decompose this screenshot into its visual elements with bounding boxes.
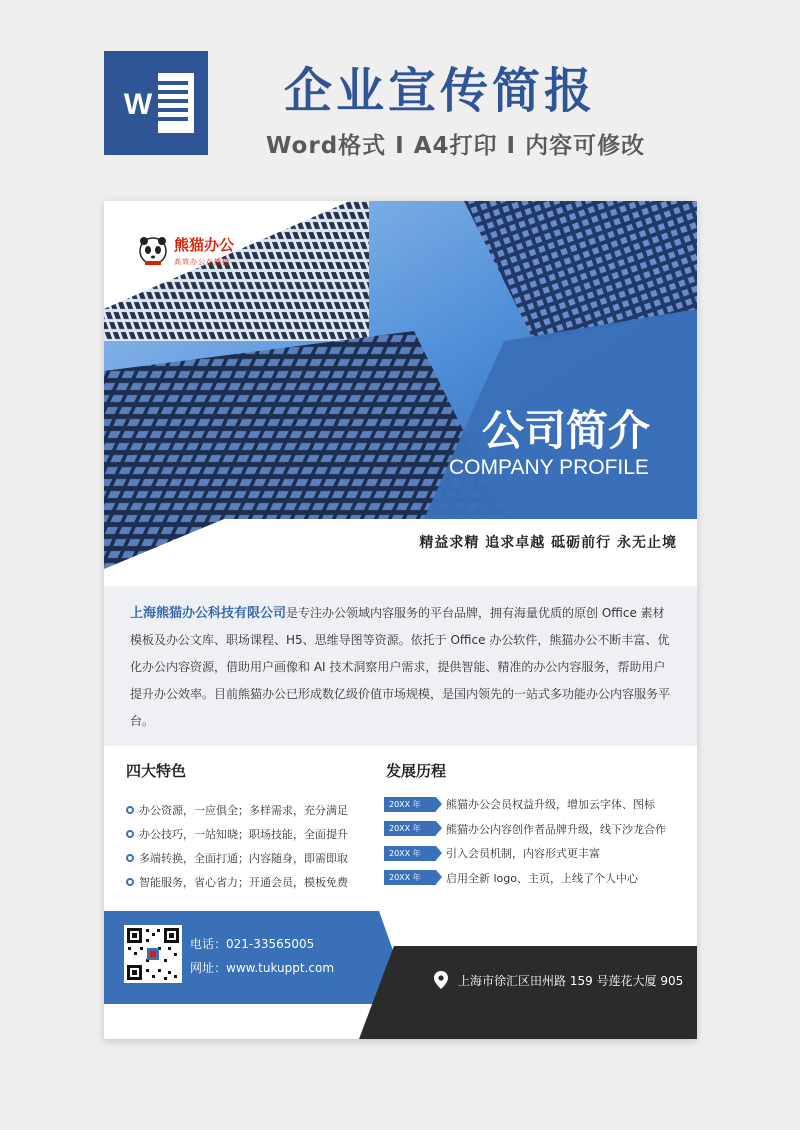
history-year: 20XX 年 — [384, 797, 436, 812]
contact-website[interactable]: 网址：www.tukuppt.com — [190, 961, 335, 975]
qr-code[interactable] — [124, 925, 182, 983]
profile-title-en: COMPANY PROFILE — [449, 456, 649, 479]
history-item — [384, 792, 694, 817]
history-item — [384, 841, 694, 866]
bullet-icon — [126, 854, 134, 862]
history-event: 熊猫办公会员权益升级，增加云字体、图标 — [446, 798, 655, 812]
profile-title-cn: 公司简介 — [482, 406, 651, 455]
feature-item: 办公资源，一应俱全；多样需求，充分满足 — [126, 798, 376, 822]
history-event: 启用全新 logo、主页，上线了个人中心 — [446, 871, 638, 885]
brand-name: 熊猫办公 — [174, 236, 235, 254]
word-app-icon — [104, 51, 208, 155]
history-item — [384, 866, 694, 891]
history-year: 20XX 年 — [384, 870, 436, 885]
features-title: 四大特色 — [126, 762, 187, 780]
word-icon-letter: W — [123, 88, 153, 121]
bullet-icon — [126, 830, 134, 838]
brochure-page — [104, 201, 697, 1039]
bullet-icon — [126, 806, 134, 814]
history-item — [384, 817, 694, 842]
panda-icon — [138, 236, 168, 266]
history-year: 20XX 年 — [384, 821, 436, 836]
bullet-icon — [126, 878, 134, 886]
history-title: 发展历程 — [386, 762, 447, 780]
feature-item: 智能服务，省心省力；开通会员，模板免费 — [126, 870, 376, 894]
page-title: 企业宣传简报 — [284, 63, 597, 119]
contact-phone: 电话：021-33565005 — [190, 937, 315, 951]
history-list — [384, 792, 694, 890]
feature-item: 办公技巧，一站知晓；职场技能，全面提升 — [126, 822, 376, 846]
contact-info — [190, 932, 334, 980]
contact-address — [434, 971, 683, 989]
feature-item: 多端转换，全面打通；内容随身，即需即取 — [126, 846, 376, 870]
page-subtitle: Word格式 I A4打印 I 内容可修改 — [266, 133, 646, 159]
history-year: 20XX 年 — [384, 846, 436, 861]
history-event: 熊猫办公内容创作者品牌升级，线下沙龙合作 — [446, 822, 666, 836]
features-list — [126, 798, 376, 894]
company-name: 上海熊猫办公科技有限公司 — [130, 606, 287, 621]
location-pin-icon — [434, 971, 448, 989]
brand-slogan: 高效办公在熊猫 — [174, 258, 230, 266]
address-text: 上海市徐汇区田州路 159 号莲花大厦 905 — [458, 973, 684, 988]
brand-logo — [138, 234, 234, 267]
history-event: 引入会员机制，内容形式更丰富 — [446, 847, 600, 861]
company-motto: 精益求精 追求卓越 砥砺前行 永无止境 — [419, 535, 677, 551]
company-intro — [104, 586, 697, 746]
intro-text: 是专注办公领域内容服务的平台品牌，拥有海量优质的原创 Office 素材模板及办公文库、职场课程、H5、思维导图等资源。依托于 Office 办公软件，熊猫办公不断丰富、优化办公内容资源，借助用户画像和 AI 技术洞察用户需求，提供智能、精准的办公内容服务，帮助用户提升办公效率。目前熊猫办公已形成数亿级价值市场规模，是国内领先的一站式多功能办公内容服务平台。 — [130, 606, 671, 728]
